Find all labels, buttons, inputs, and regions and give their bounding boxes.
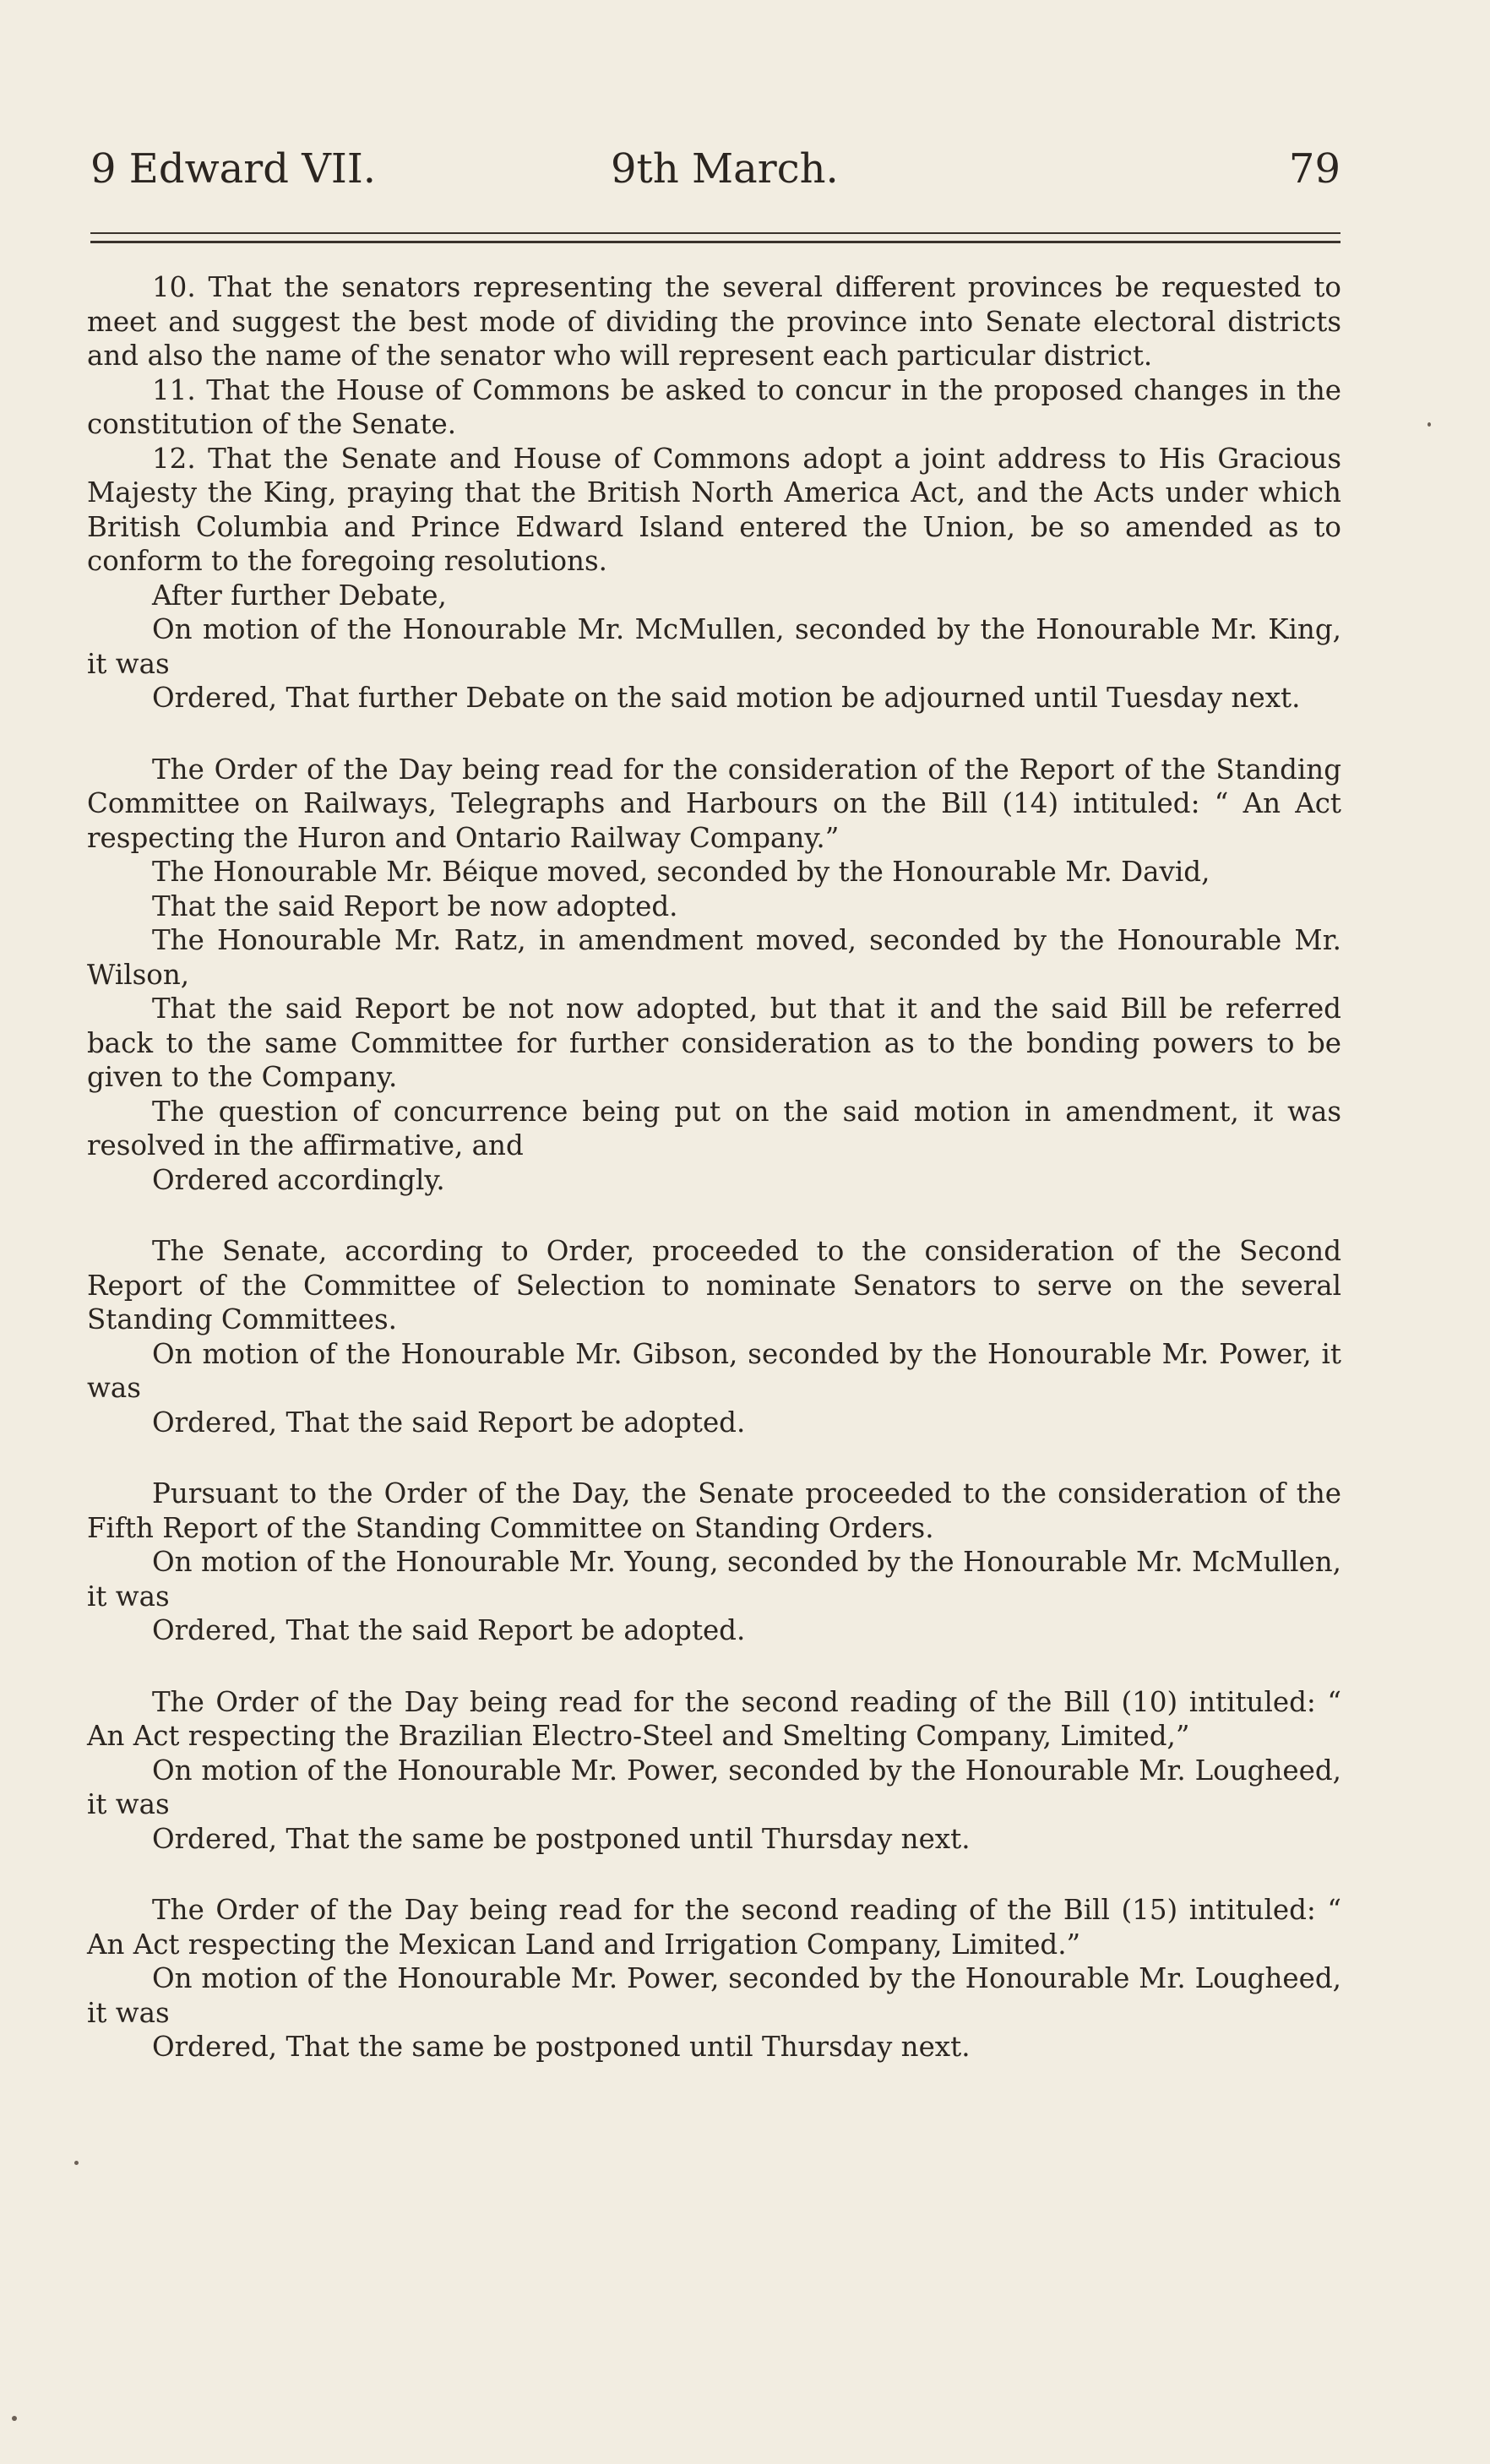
standing-orders-report: Pursuant to the Order of the Day, the Senate proceeded to the consideration of the Fifth Report of the Standing Committee on Standing Orders. (87, 1477, 1341, 1544)
motion-adjourn: On motion of the Honourable Mr. McMullen, seconded by the Honourable Mr. King, it was (87, 613, 1341, 680)
resolution-12: 12. That the Senate and House of Commons adopt a joint address to His Gracious Majesty the King, praying that the British North America Act, and the Acts under which British Columbia and Prince Edward Island entered the Union, be so amended as to conform to the foregoing resolutions. (87, 442, 1341, 577)
regnal-year: 9 Edward VII. (90, 145, 377, 193)
motion-beique-text: That the said Report be now adopted. (152, 889, 678, 922)
ordered-postponed-1: Ordered, That the same be postponed until Thursday next. (152, 1822, 971, 1855)
paper-speck (12, 2416, 17, 2421)
amendment-text: That the said Report be not now adopted, but that it and the said Bill be referred back to the same Committee for further consideration as to the bonding powers to be given to the Company. (87, 993, 1341, 1093)
running-header (90, 145, 1340, 204)
motion-beique: The Honourable Mr. Béique moved, seconded by the Honourable Mr. David, (152, 856, 1210, 888)
resolution-10: 10. That the senators representing the several different provinces be requested to meet and suggest the best mode of dividing the province into Senate electoral districts and also the name of the senator who will represent each particular district. (87, 271, 1341, 372)
header-rule-thin (90, 232, 1340, 234)
paper-speck (74, 2161, 79, 2165)
order-of-day-railway: The Order of the Day being read for the consideration of the Report of the Standing Committee on Railways, Telegraphs and Harbours on the Bill (14) intituled: “ An Act respecting the Huron and Ontario Railway Company.” (87, 753, 1341, 854)
question-concurrence: The question of concurrence being put on the said motion in amendment, it was resolved in the affirmative, and (87, 1095, 1341, 1161)
ordered-adopted-2: Ordered, That the said Report be adopted. (152, 1614, 746, 1646)
amendment-ratz: The Honourable Mr. Ratz, in amendment moved, seconded by the Honourable Mr. Wilson, (87, 924, 1341, 991)
paper-speck (1427, 422, 1431, 427)
order-bill-10: The Order of the Day being read for the second reading of the Bill (10) intituled: “ An Act respecting the Brazilian Electro-Steel and Smelting Company, Limited,” (87, 1685, 1341, 1752)
order-bill-15: The Order of the Day being read for the second reading of the Bill (15) intituled: “ An Act respecting the Mexican Land and Irrigation Company, Limited.” (87, 1894, 1341, 1961)
debate-note: After further Debate, (152, 579, 447, 612)
motion-power-2: On motion of the Honourable Mr. Power, seconded by the Honourable Mr. Lougheed, it was (87, 1962, 1341, 2029)
order-adjourned: Ordered, That further Debate on the said motion be adjourned until Tuesday next. (152, 682, 1301, 714)
journal-body (87, 270, 1341, 2064)
header-rule-thick (90, 241, 1340, 243)
motion-power-1: On motion of the Honourable Mr. Power, seconded by the Honourable Mr. Lougheed, it was (87, 1754, 1341, 1820)
selection-report: The Senate, according to Order, proceeded to the consideration of the Second Report of the Committee of Selection to nominate Senators to serve on the several Standing Committees. (87, 1235, 1341, 1335)
ordered-postponed-2: Ordered, That the same be postponed until Thursday next. (152, 2031, 971, 2063)
resolution-11: 11. That the House of Commons be asked to concur in the proposed changes in the constitution of the Senate. (87, 373, 1341, 440)
ordered-adopted-1: Ordered, That the said Report be adopted. (152, 1406, 746, 1439)
motion-young: On motion of the Honourable Mr. Young, seconded by the Honourable Mr. McMullen, it was (87, 1546, 1341, 1613)
ordered-accordingly: Ordered accordingly. (152, 1163, 445, 1196)
motion-gibson: On motion of the Honourable Mr. Gibson, seconded by the Honourable Mr. Power, it was (87, 1337, 1341, 1404)
page-number: 79 (1288, 145, 1340, 193)
header-date: 9th March. (611, 145, 839, 193)
